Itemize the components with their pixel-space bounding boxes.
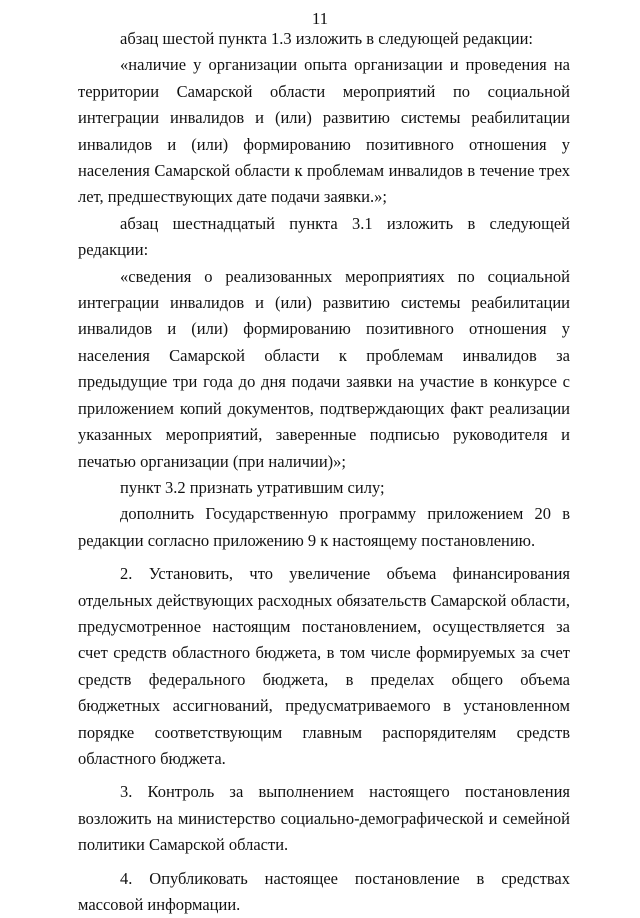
- paragraph-amend-1-3-text: «наличие у организации опыта организации и проведения на территории Самарской области мероприятий по социальной интеграции инвалидов и (или) развитию системы реабилитации инвалидов и (или) формированию позитивного отношения у населения Самарской области к проблемам инвалидов в течение трех лет, предшествующих дате подачи заявки.»;: [78, 55, 570, 207]
- document-body: [78, 26, 570, 918]
- paragraph-add-appendix-20: дополнить Государственную программу приложением 20 в редакции согласно приложению 9 к настоящему постановлению.: [78, 504, 570, 550]
- paragraph-amend-3-1-intro: абзац шестнадцатый пункта 3.1 изложить в следующей редакции:: [78, 213, 570, 260]
- page-number: 11: [311, 9, 329, 28]
- paragraph-item-2: 2. Установить, что увеличение объема финансирования отдельных действующих расходных обязательств Самарской области, предусмотренное настоящим постановлением, осуществляется за счет средств областного бюджета, в том числе формируемых за счет средств федерального бюджета, в пределах общего объема бюджетных ассигнований, предусматриваемого в установленном порядке соответствующим главным распорядителям средств областного бюджета.: [78, 564, 570, 768]
- paragraph-item-4: 4. Опубликовать настоящее постановление в средствах массовой информации.: [78, 868, 570, 914]
- paragraph-amend-3-1-text: «сведения о реализованных мероприятиях по социальной интеграции инвалидов и (или) развитию системы реабилитации инвалидов и (или) формированию позитивного отношения у населения Самарской области к проблемам инвалидов за предыдущие три года до дня подачи заявки на участие в конкурсе с приложением копий документов, подтверждающих факт реализации указанных мероприятий, заверенные подписью руководителя и печатью организации (при наличии)»;: [78, 266, 570, 471]
- paragraph-item-3: 3. Контроль за выполнением настоящего постановления возложить на министерство социально-демографической и семейной политики Самарской области.: [78, 782, 570, 855]
- paragraph-amend-1-3-intro: абзац шестой пункта 1.3 изложить в следующей редакции:: [120, 29, 534, 48]
- paragraph-repeal-3-2: пункт 3.2 признать утратившим силу;: [120, 477, 385, 497]
